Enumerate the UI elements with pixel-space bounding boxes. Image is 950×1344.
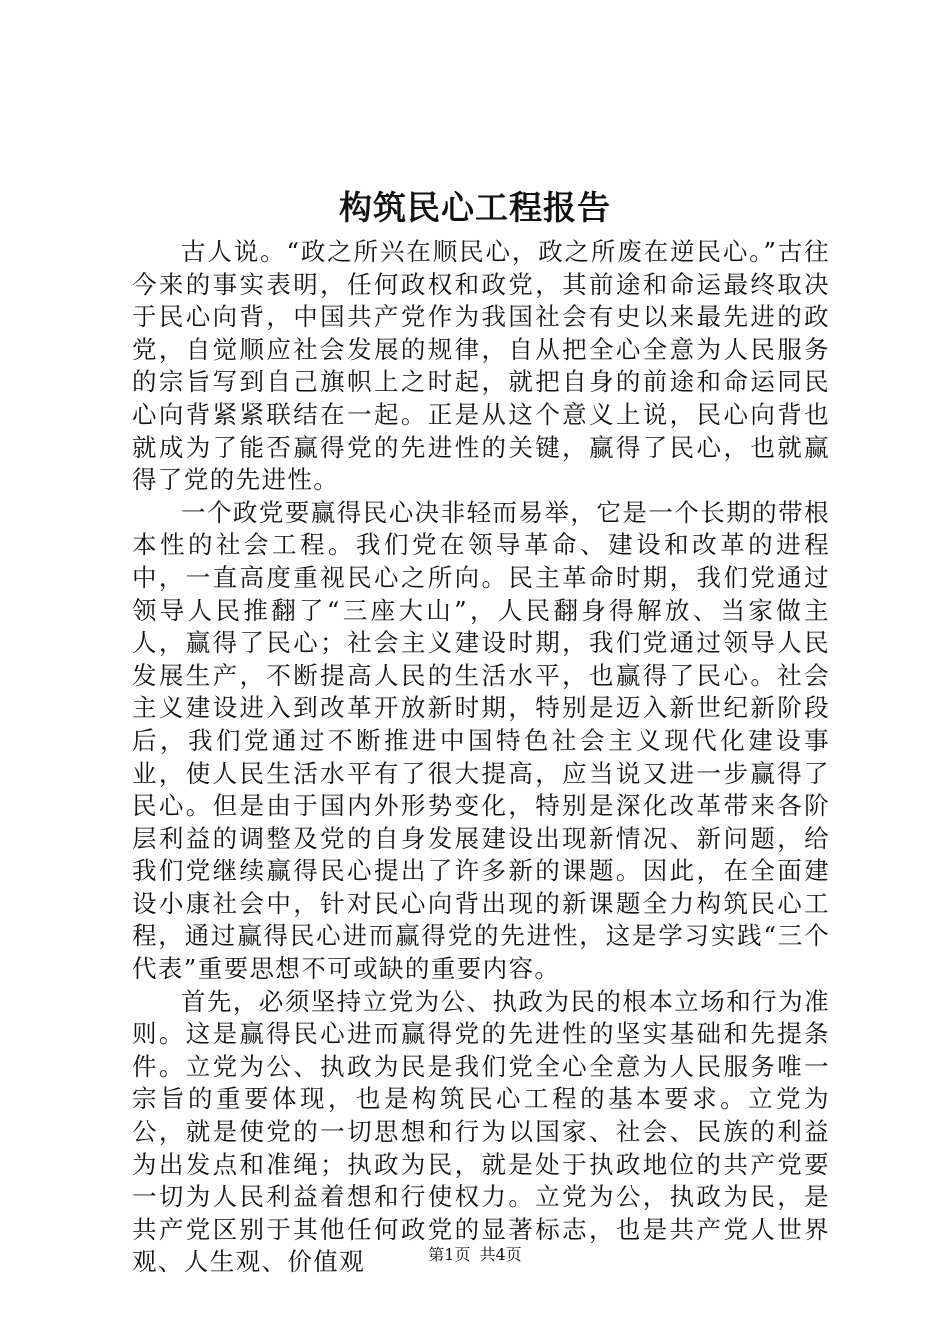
page-footer [0,1244,950,1266]
document-body [132,236,830,1279]
paragraph-1: 古人说。“政之所兴在顺民心，政之所废在逆民心。”古往今来的事实表明，任何政权和政党，其前途和命运最终取决于民心向背，中国共产党作为我国社会有史以来最先进的政党，自觉顺应社会发展的规律，自从把全心全意为人民服务的宗旨写到自己旗帜上之时起，就把自身的前途和命运同民心向背紧紧联结在一起。正是从这个意义上说，民心向背也就成为了能否赢得党的先进性的关键，赢得了民心，也就赢得了党的先进性。 [132,237,830,495]
paragraph-2: 一个政党要赢得民心决非轻而易举，它是一个长期的带根本性的社会工程。我们党在领导革命、建设和改革的进程中，一直高度重视民心之所向。民主革命时期，我们党通过领导人民推翻了“三座大山”，人民翻身得解放、当家做主人，赢得了民心；社会主义建设时期，我们党通过领导人民发展生产，不断提高人民的生活水平，也赢得了民心。社会主义建设进入到改革开放新时期，特别是迈入新世纪新阶段后，我们党通过不断推进中国特色社会主义现代化建设事业，使人民生活水平有了很大提高，应当说又进一步赢得了民心。但是由于国内外形势变化，特别是深化改革带来各阶层利益的调整及党的自身发展建设出现新情况、新问题，给我们党继续赢得民心提出了许多新的课题。因此，在全面建设小康社会中，针对民心向背出现的新课题全力构筑民心工程，通过赢得民心进而赢得党的先进性，这是学习实践“三个代表”重要思想不可或缺的重要内容。 [132,497,830,984]
page-total: 共4页 [479,1245,522,1264]
document-title: 构筑民心工程报告 [339,188,611,227]
page-number: 第1页 [428,1245,471,1264]
paragraph-3: 首先，必须坚持立党为公、执政为民的根本立场和行为准则。这是赢得民心进而赢得党的先进性的坚实基础和先提条件。立党为公、执政为民是我们党全心全意为人民服务唯一宗旨的重要体现，也是构筑民心工程的基本要求。立党为公，就是使党的一切思想和行为以国家、社会、民族的利益为出发点和准绳；执政为民，就是处于执政地位的共产党要一切为人民利益着想和行使权力。立党为公，执政为民，是共产党区别于其他任何政党的显著标志，也是共产党人世界观、人生观、价值观 [132,986,830,1277]
